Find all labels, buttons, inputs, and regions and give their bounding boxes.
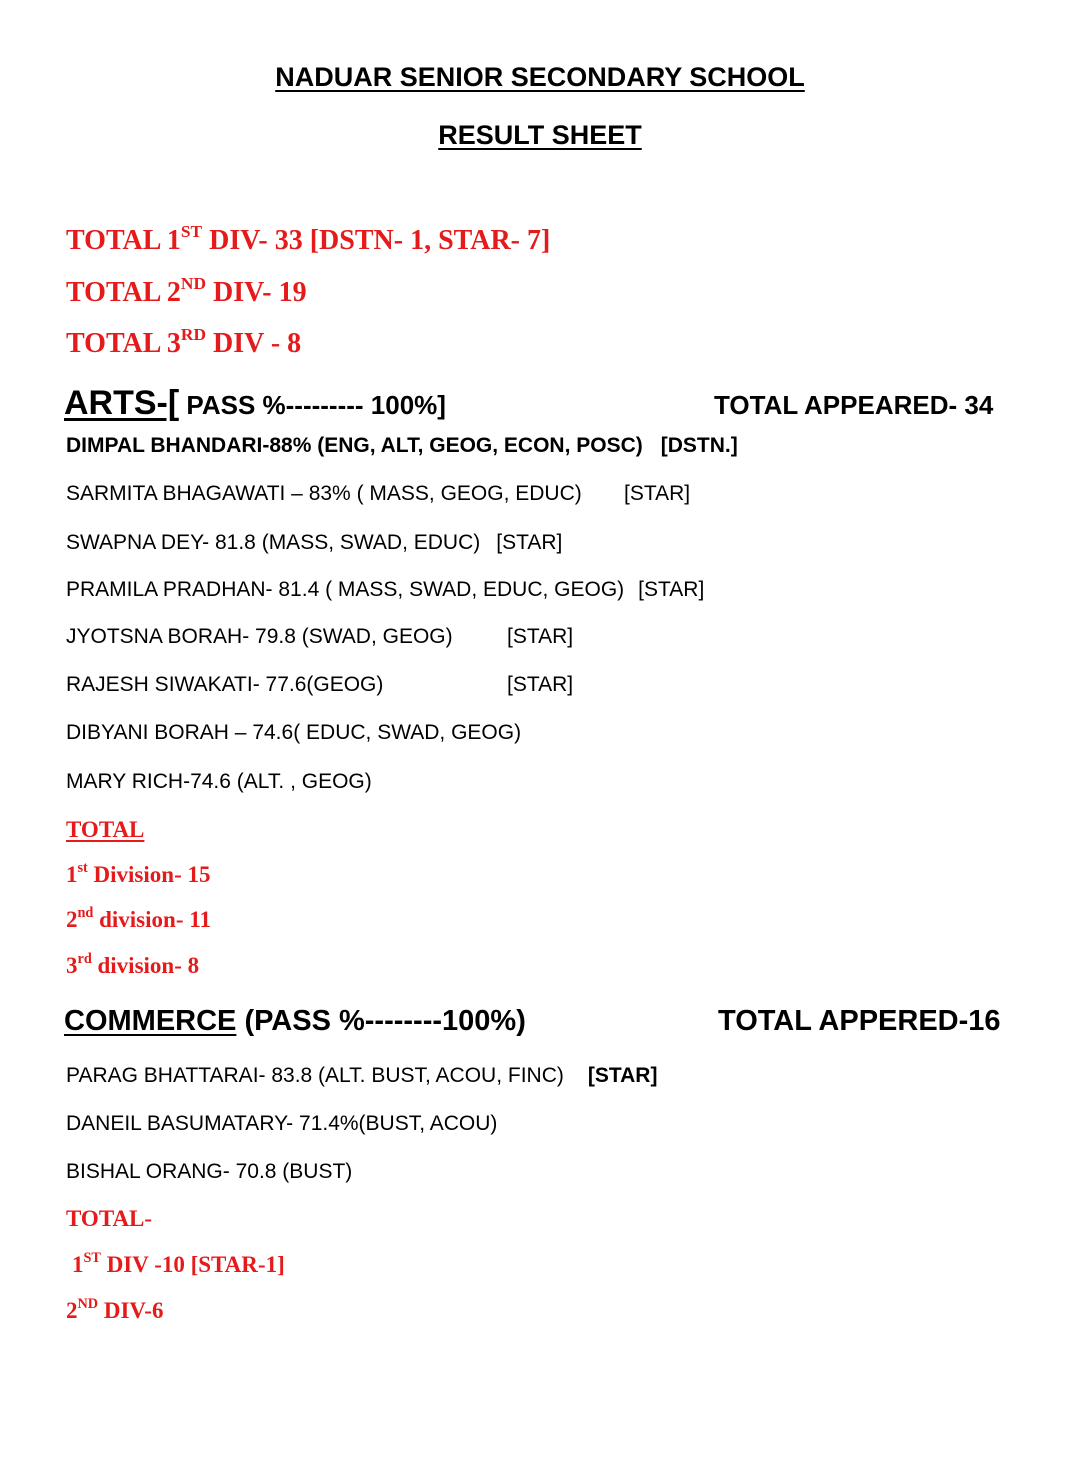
list-item: MARY RICH-74.6 (ALT. , GEOG) — [66, 770, 372, 793]
commerce-label: COMMERCE — [64, 1005, 237, 1037]
list-item: PARAG BHATTARAI- 83.8 (ALT. BUST, ACOU, FINC) [STAR] — [66, 1064, 658, 1087]
commerce-appeared: TOTAL APPERED-16 — [718, 1005, 1001, 1037]
commerce-total-2nd: 2ND DIV-6 — [66, 1295, 164, 1323]
overall-total-3rd: TOTAL 3RD DIV - 8 — [66, 324, 302, 359]
school-title: NADUAR SENIOR SECONDARY SCHOOL — [275, 62, 805, 92]
arts-appeared: TOTAL APPEARED- 34 — [714, 390, 994, 420]
list-item: RAJESH SIWAKATI- 77.6(GEOG) [STAR] — [66, 673, 574, 696]
arts-pass: PASS %--------- 100%] — [179, 390, 446, 420]
arts-label: ARTS-[ — [64, 384, 180, 422]
arts-total-2nd: 2nd division- 11 — [66, 904, 211, 932]
list-item: SWAPNA DEY- 81.8 (MASS, SWAD, EDUC) [STAR] — [66, 531, 563, 554]
commerce-heading — [64, 1005, 526, 1038]
commerce-total-1st: 1ST DIV -10 [STAR-1] — [72, 1249, 285, 1277]
overall-total-1st: TOTAL 1ST DIV- 33 [DSTN- 1, STAR- 7] — [66, 221, 551, 256]
arts-total-3rd: 3rd division- 8 — [66, 950, 200, 978]
arts-total-1st: 1st Division- 15 — [66, 859, 211, 887]
commerce-total-label: TOTAL- — [66, 1206, 153, 1231]
commerce-pass: (PASS %--------100%) — [236, 1005, 526, 1037]
list-item: BISHAL ORANG- 70.8 (BUST) — [66, 1160, 353, 1183]
arts-total-label: TOTAL — [66, 817, 145, 842]
list-item: DIMPAL BHANDARI-88% (ENG, ALT, GEOG, ECON, POSC) [DSTN.] — [66, 434, 738, 457]
overall-total-2nd: TOTAL 2ND DIV- 19 — [66, 273, 307, 308]
arts-heading — [64, 384, 446, 423]
list-item: DANEIL BASUMATARY- 71.4%(BUST, ACOU) — [66, 1112, 498, 1135]
list-item: JYOTSNA BORAH- 79.8 (SWAD, GEOG) [STAR] — [66, 625, 574, 648]
sheet-title: RESULT SHEET — [438, 120, 642, 150]
list-item: PRAMILA PRADHAN- 81.4 ( MASS, SWAD, EDUC, GEOG) [STAR] — [66, 578, 705, 601]
list-item: SARMITA BHAGAWATI – 83% ( MASS, GEOG, EDUC) [STAR] — [66, 482, 691, 505]
list-item: DIBYANI BORAH – 74.6( EDUC, SWAD, GEOG) — [66, 721, 522, 744]
